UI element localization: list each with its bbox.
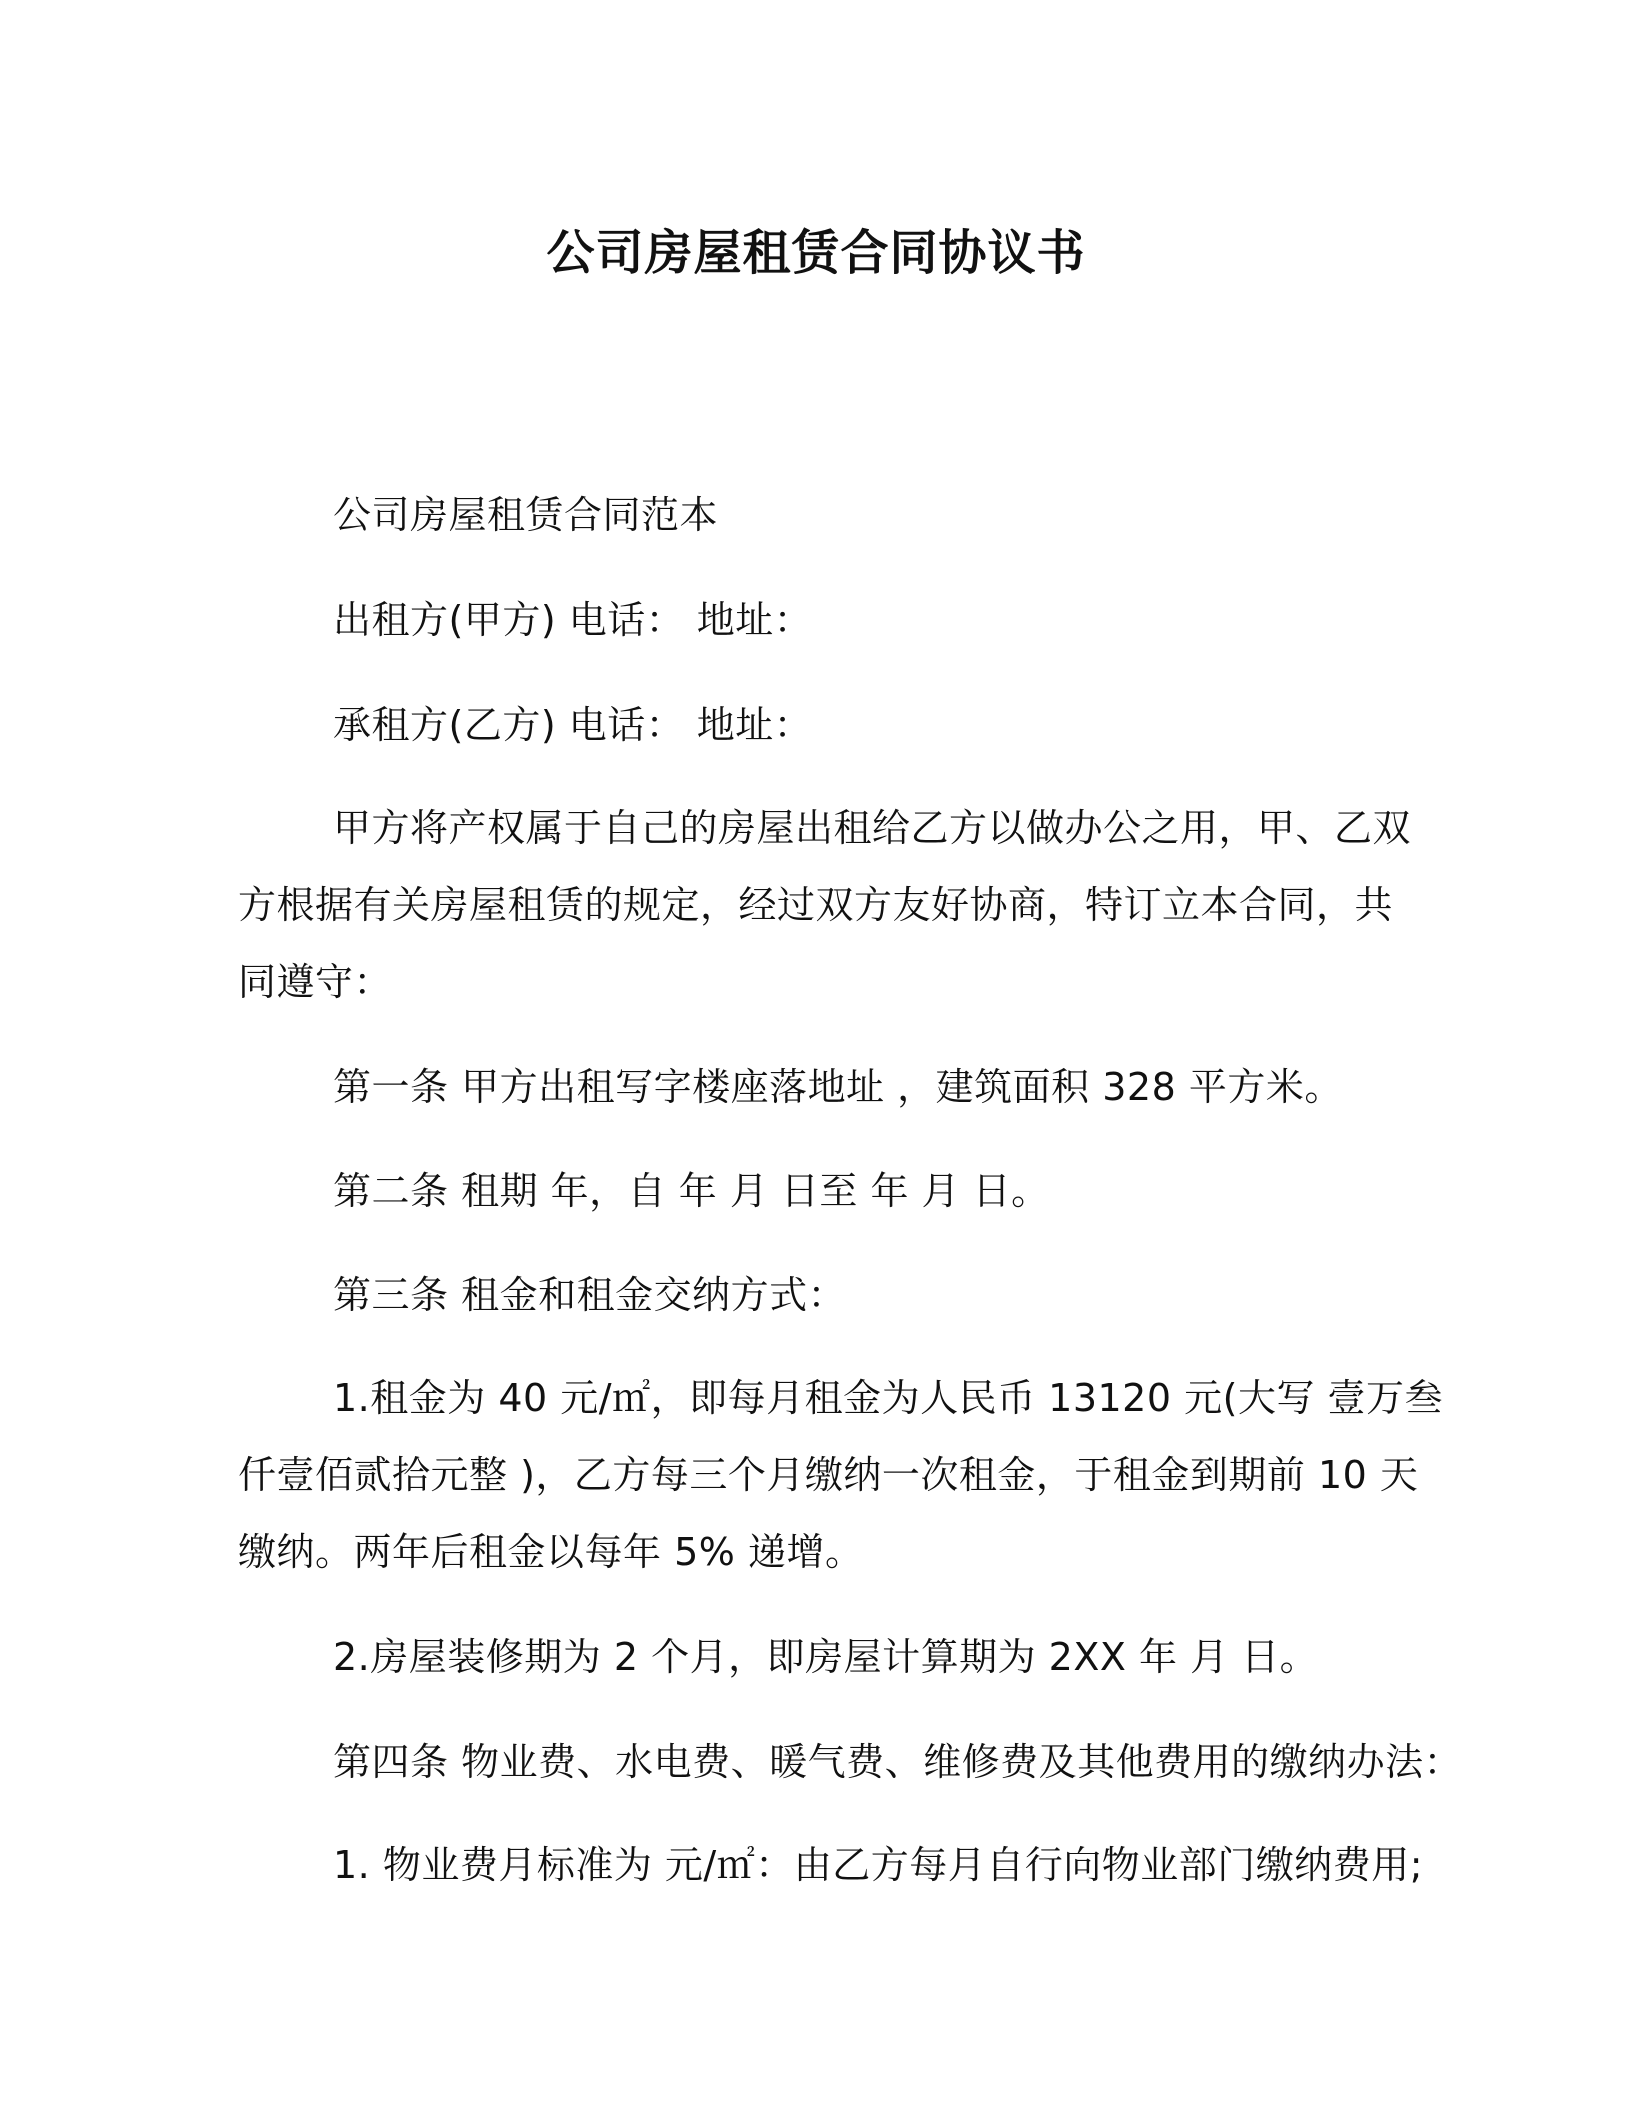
preamble-line-2: 方根据有关房屋租赁的规定，经过双方友好协商，特订立本合同，共 [238, 883, 1394, 927]
lessor-line: 出租方(甲方) 电话： 地址： [333, 598, 813, 642]
preamble-line-3: 同遵守： [238, 960, 393, 1004]
lessee-line: 承租方(乙方) 电话： 地址： [333, 703, 813, 747]
rent-clause-line-1: 1.租金为 40 元/㎡，即每月租金为人民币 13120 元(大写 壹万叁 [333, 1376, 1444, 1420]
preamble-line-1: 甲方将产权属于自己的房屋出租给乙方以做办公之用，甲、乙双 [333, 806, 1412, 850]
property-fee-line: 1. 物业费月标准为 元/㎡：由乙方每月自行向物业部门缴纳费用; [333, 1843, 1424, 1887]
article-4-line: 第四条 物业费、水电费、暖气费、维修费及其他费用的缴纳办法： [333, 1740, 1463, 1784]
document-title: 公司房屋租赁合同协议书 [546, 225, 1086, 281]
renovation-line: 2.房屋装修期为 2 个月，即房屋计算期为 2XX 年 月 日。 [333, 1635, 1319, 1679]
article-1-line: 第一条 甲方出租写字楼座落地址 ，建筑面积 328 平方米。 [333, 1065, 1343, 1109]
subtitle-line: 公司房屋租赁合同范本 [333, 493, 719, 537]
rent-clause-line-3: 缴纳。两年后租金以每年 5% 递增。 [238, 1530, 864, 1574]
article-2-line: 第二条 租期 年，自 年 月 日至 年 月 日。 [333, 1169, 1050, 1213]
article-3-line: 第三条 租金和租金交纳方式： [333, 1273, 847, 1317]
rent-clause-line-2: 仟壹佰贰拾元整 )，乙方每三个月缴纳一次租金，于租金到期前 10 天 [238, 1453, 1419, 1497]
